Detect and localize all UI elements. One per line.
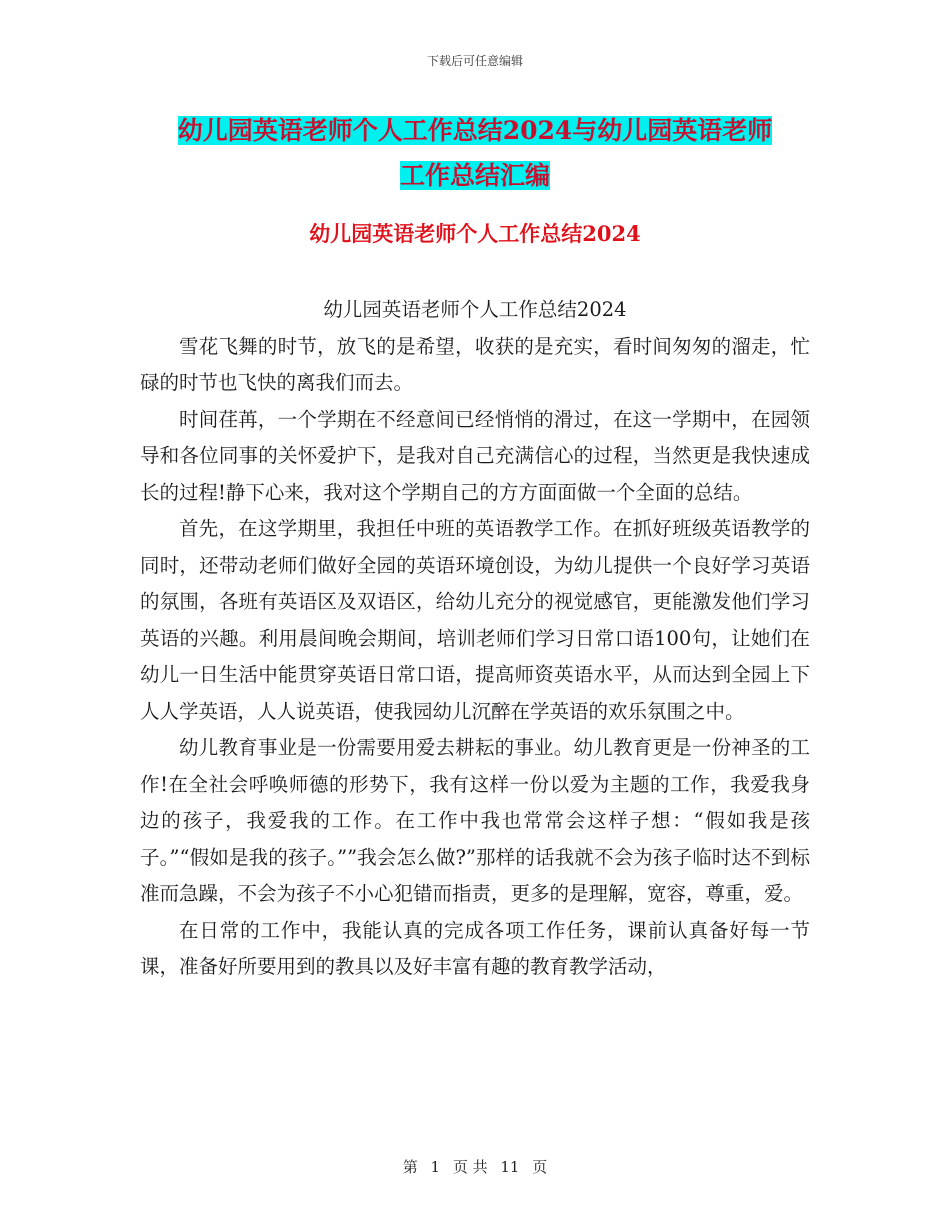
paragraph: 时间荏苒，一个学期在不经意间已经悄悄的滑过，在这一学期中，在园领导和各位同事的关怀爱护下，是我对自己充满信心的过程，当然更是我快速成长的过程!静下心来，我对这个学期自己的方方面面做一个全面的总结。 <box>140 407 810 504</box>
paragraph: 幼儿教育事业是一份需要用爱去耕耘的事业。幼儿教育更是一份神圣的工作!在全社会呼唤师德的形势下，我有这样一份以爱为主题的工作，我爱我身边的孩子，我爱我的工作。在工作中我也常常会这样子想：“假如我是孩子。”“假如是我的孩子。””我会怎么做?”那样的话我就不会为孩子临时达不到标准而急躁，不会为孩子不小心犯错而指责，更多的是理解，宽容，尊重，爱。 <box>140 736 810 905</box>
document-title <box>140 108 810 198</box>
footer-mid: 页 共 <box>452 1158 488 1176</box>
document-title-line-2: 工作总结汇编 <box>399 161 550 190</box>
document-title-line-1: 幼儿园英语老师个人工作总结2024与幼儿园英语老师 <box>177 116 773 145</box>
body-subtitle: 幼儿园英语老师个人工作总结2024 <box>323 298 627 321</box>
header-note: 下载后可任意编辑 <box>426 54 523 68</box>
page-footer <box>0 1156 950 1177</box>
footer-page-number: 1 <box>430 1158 441 1176</box>
paragraph: 在日常的工作中，我能认真的完成各项工作任务，课前认真备好每一节课，准备好所要用到的教具以及好丰富有趣的教育教学活动， <box>140 918 810 978</box>
section-title: 幼儿园英语老师个人工作总结2024 <box>309 221 641 246</box>
footer-total-pages: 11 <box>500 1158 520 1176</box>
paragraph: 雪花飞舞的时节，放飞的是希望，收获的是充实，看时间匆匆的溜走，忙碌的时节也飞快的离我们而去。 <box>140 334 810 394</box>
footer-suffix: 页 <box>532 1158 548 1176</box>
paragraph: 首先，在这学期里，我担任中班的英语教学工作。在抓好班级英语教学的同时，还带动老师们做好全园的英语环境创设，为幼儿提供一个良好学习英语的氛围，各班有英语区及双语区，给幼儿充分的视觉感官，更能激发他们学习英语的兴趣。利用晨间晚会期间，培训老师们学习日常口语100句，让她们在幼儿一日生活中能贯穿英语日常口语，提高师资英语水平，从而达到全园上下人人学英语，人人说英语，使我园幼儿沉醉在学英语的欢乐氛围之中。 <box>140 517 810 723</box>
document-body <box>140 292 810 986</box>
footer-prefix: 第 <box>402 1158 418 1176</box>
